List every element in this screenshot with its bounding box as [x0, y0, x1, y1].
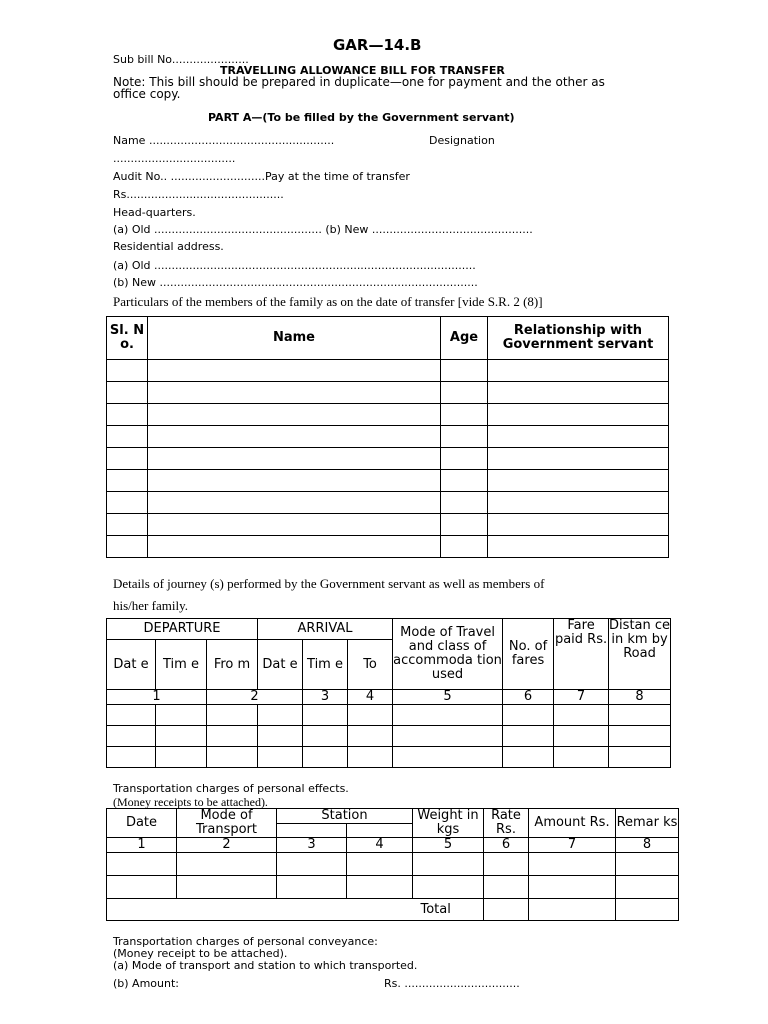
- table-cell: [616, 899, 679, 921]
- table-cell[interactable]: [107, 853, 177, 876]
- table-row: [107, 448, 669, 470]
- table-cell[interactable]: [303, 705, 348, 726]
- table-cell[interactable]: [303, 726, 348, 747]
- effects-total-label: Total: [413, 899, 484, 921]
- table-cell[interactable]: [488, 470, 669, 492]
- effects-mode-header: Mode of Transport: [177, 809, 277, 838]
- table-cell[interactable]: [488, 426, 669, 448]
- table-cell[interactable]: [303, 747, 348, 768]
- effects-date-header: Date: [107, 809, 177, 838]
- table-cell[interactable]: [529, 876, 616, 899]
- table-cell[interactable]: [616, 876, 679, 899]
- effects-amount-header: Amount Rs.: [529, 809, 616, 838]
- num-cell: 1: [107, 838, 177, 853]
- conveyance-line-3: (a) Mode of transport and station to which transported.: [113, 959, 418, 972]
- table-cell[interactable]: [488, 536, 669, 558]
- family-note: Particulars of the members of the family as on the date of transfer [vide S.R. 2 (8)]: [113, 294, 543, 309]
- num-cell: 7: [554, 690, 609, 705]
- table-cell[interactable]: [107, 426, 148, 448]
- table-cell[interactable]: [441, 536, 488, 558]
- table-cell[interactable]: [616, 853, 679, 876]
- col-sl-no: Sl. No.: [107, 317, 148, 360]
- journey-number-row: [107, 690, 671, 705]
- dep-date-header: Dat e: [107, 640, 156, 690]
- table-cell[interactable]: [503, 747, 554, 768]
- table-cell[interactable]: [107, 876, 177, 899]
- arrival-header: ARRIVAL: [258, 619, 393, 640]
- table-cell[interactable]: [156, 705, 207, 726]
- effects-station-to: [347, 824, 413, 838]
- headquarters-label: Head-quarters.: [113, 206, 196, 219]
- designation-label: Designation: [429, 134, 495, 147]
- table-cell[interactable]: [554, 726, 609, 747]
- table-row: [107, 404, 669, 426]
- effects-number-row: [107, 838, 679, 853]
- residential-new-field: (b) New ...........................................................................................: [113, 276, 478, 289]
- num-cell: 8: [609, 690, 671, 705]
- effects-remarks-header: Remar ks: [616, 809, 679, 838]
- table-cell[interactable]: [503, 705, 554, 726]
- table-cell[interactable]: [177, 853, 277, 876]
- table-cell[interactable]: [441, 426, 488, 448]
- col-relationship: Relationship with Government servant: [488, 317, 669, 360]
- table-cell[interactable]: [258, 705, 303, 726]
- hq-old-field: (a) Old ................................................: [113, 223, 322, 236]
- num-cell: 4: [347, 838, 413, 853]
- table-cell[interactable]: [277, 876, 347, 899]
- no-of-fares-header: No. of fares: [503, 619, 554, 690]
- table-cell[interactable]: [488, 360, 669, 382]
- residential-label: Residential address.: [113, 240, 224, 253]
- table-cell[interactable]: [207, 726, 258, 747]
- num-cell: 2: [177, 838, 277, 853]
- table-cell[interactable]: [554, 705, 609, 726]
- name-field: Name .....................................................: [113, 134, 335, 147]
- num-cell: 3: [303, 690, 348, 705]
- table-cell[interactable]: [413, 853, 484, 876]
- table-row: [107, 853, 679, 876]
- table-cell[interactable]: [488, 404, 669, 426]
- num-cell: 4: [348, 690, 393, 705]
- table-cell[interactable]: [148, 404, 441, 426]
- table-cell[interactable]: [488, 514, 669, 536]
- table-cell[interactable]: [347, 876, 413, 899]
- table-row: [107, 360, 669, 382]
- table-cell[interactable]: [107, 492, 148, 514]
- table-cell[interactable]: [488, 448, 669, 470]
- table-cell[interactable]: [156, 726, 207, 747]
- table-cell[interactable]: [609, 726, 671, 747]
- fare-paid-header: Fare paid Rs.: [554, 619, 609, 690]
- table-cell[interactable]: [393, 726, 503, 747]
- table-cell: [107, 899, 413, 921]
- journey-intro-line-1: Details of journey (s) performed by the Government servant as well as members of: [113, 576, 545, 591]
- table-cell[interactable]: [258, 726, 303, 747]
- num-cell: 8: [616, 838, 679, 853]
- table-cell[interactable]: [484, 853, 529, 876]
- distance-header: Distan ce in km by Road: [609, 619, 671, 690]
- num-cell: 2: [207, 690, 303, 705]
- journey-table: [106, 618, 671, 768]
- table-cell[interactable]: [177, 876, 277, 899]
- conveyance-line-1: Transportation charges of personal conveyance:: [113, 935, 378, 948]
- table-row: [107, 470, 669, 492]
- table-cell[interactable]: [529, 853, 616, 876]
- table-cell[interactable]: [441, 514, 488, 536]
- sub-bill-number: Sub bill No......................: [113, 53, 249, 66]
- family-table-header: [107, 317, 669, 360]
- conveyance-line-2: (Money receipt to be attached).: [113, 947, 288, 960]
- num-cell: 3: [277, 838, 347, 853]
- table-cell[interactable]: [148, 448, 441, 470]
- table-cell[interactable]: [441, 382, 488, 404]
- table-row: [107, 876, 679, 899]
- hq-new-field: (b) New ..............................................: [325, 223, 533, 236]
- headquarters-old-new: [113, 223, 533, 236]
- num-cell: 5: [413, 838, 484, 853]
- bill-title: TRAVELLING ALLOWANCE BILL FOR TRANSFER: [220, 64, 505, 77]
- family-table: [106, 316, 669, 558]
- col-name: Name: [148, 317, 441, 360]
- table-row: [107, 705, 671, 726]
- table-cell[interactable]: [277, 853, 347, 876]
- designation-field: ...................................: [113, 152, 236, 165]
- table-row: [107, 492, 669, 514]
- table-cell[interactable]: [348, 705, 393, 726]
- effects-rate-header: Rate Rs.: [484, 809, 529, 838]
- table-row: [107, 426, 669, 448]
- num-cell: 6: [484, 838, 529, 853]
- mode-of-travel-header: Mode of Travel and class of accommoda tion used: [393, 619, 503, 690]
- dep-time-header: Tim e: [156, 640, 207, 690]
- table-cell[interactable]: [156, 747, 207, 768]
- table-cell[interactable]: [393, 705, 503, 726]
- table-cell[interactable]: [148, 492, 441, 514]
- effects-line-1: Transportation charges of personal effects.: [113, 782, 349, 795]
- table-cell: [529, 899, 616, 921]
- effects-line-2: (Money receipts to be attached).: [113, 795, 268, 809]
- note-line-2: office copy.: [113, 87, 181, 101]
- col-age: Age: [441, 317, 488, 360]
- table-cell[interactable]: [107, 514, 148, 536]
- table-row: [107, 382, 669, 404]
- table-cell[interactable]: [148, 382, 441, 404]
- table-cell[interactable]: [348, 747, 393, 768]
- table-cell[interactable]: [107, 747, 156, 768]
- audit-pay-field: Audit No.. ...........................Pay at the time of transfer: [113, 170, 410, 183]
- table-row: [107, 747, 671, 768]
- num-cell: 5: [393, 690, 503, 705]
- part-a-heading: PART A—(To be filled by the Government servant): [208, 111, 515, 124]
- num-cell: 7: [529, 838, 616, 853]
- table-cell[interactable]: [107, 448, 148, 470]
- table-cell[interactable]: [148, 514, 441, 536]
- table-cell[interactable]: [148, 470, 441, 492]
- table-cell[interactable]: [413, 876, 484, 899]
- table-cell[interactable]: [441, 492, 488, 514]
- journey-intro-line-2: his/her family.: [113, 598, 188, 613]
- arr-date-header: Dat e: [258, 640, 303, 690]
- table-cell[interactable]: [441, 360, 488, 382]
- table-cell[interactable]: [258, 747, 303, 768]
- table-cell[interactable]: [488, 492, 669, 514]
- table-cell[interactable]: [554, 747, 609, 768]
- form-code: GAR—14.B: [333, 36, 422, 54]
- arr-time-header: Tim e: [303, 640, 348, 690]
- table-cell[interactable]: [107, 382, 148, 404]
- table-cell[interactable]: [148, 426, 441, 448]
- table-cell[interactable]: [503, 726, 554, 747]
- effects-station-from: [277, 824, 347, 838]
- table-cell[interactable]: [107, 360, 148, 382]
- arr-to-header: To: [348, 640, 393, 690]
- table-cell[interactable]: [107, 470, 148, 492]
- table-cell[interactable]: [347, 853, 413, 876]
- effects-total-row: [107, 899, 679, 921]
- table-row: [107, 726, 671, 747]
- table-cell[interactable]: [484, 876, 529, 899]
- table-cell[interactable]: [148, 360, 441, 382]
- num-cell: 1: [107, 690, 207, 705]
- table-cell[interactable]: [207, 747, 258, 768]
- table-cell[interactable]: [348, 726, 393, 747]
- table-row: [107, 514, 669, 536]
- departure-header: DEPARTURE: [107, 619, 258, 640]
- table-cell: [484, 899, 529, 921]
- num-cell: 6: [503, 690, 554, 705]
- table-cell[interactable]: [207, 705, 258, 726]
- conveyance-amount-label: (b) Amount:: [113, 977, 179, 990]
- table-cell[interactable]: [107, 536, 148, 558]
- note-line-1: Note: This bill should be prepared in duplicate—one for payment and the other as: [113, 75, 605, 89]
- table-cell[interactable]: [393, 747, 503, 768]
- table-cell[interactable]: [609, 705, 671, 726]
- dep-from-header: Fro m: [207, 640, 258, 690]
- table-cell[interactable]: [609, 747, 671, 768]
- table-cell[interactable]: [441, 470, 488, 492]
- table-cell[interactable]: [488, 382, 669, 404]
- table-cell[interactable]: [107, 726, 156, 747]
- table-cell[interactable]: [107, 404, 148, 426]
- table-cell[interactable]: [148, 536, 441, 558]
- effects-weight-header: Weight in kgs: [413, 809, 484, 838]
- table-cell[interactable]: [441, 404, 488, 426]
- residential-old-field: (a) Old ............................................................................................: [113, 259, 476, 272]
- rs-field: Rs.............................................: [113, 188, 284, 201]
- conveyance-rs-field: Rs. .................................: [384, 977, 520, 990]
- effects-station-header: Station: [277, 809, 413, 824]
- effects-table: [106, 808, 679, 921]
- table-row: [107, 536, 669, 558]
- table-cell[interactable]: [441, 448, 488, 470]
- table-cell[interactable]: [107, 705, 156, 726]
